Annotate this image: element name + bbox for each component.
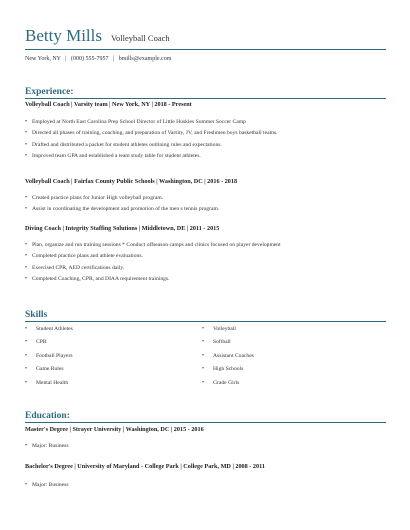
skills-divider	[25, 321, 386, 322]
skills-right-column	[202, 323, 254, 390]
resume-header	[25, 26, 170, 46]
experience-divider	[25, 98, 386, 99]
list-item: • Directed all phases of training, coaching, and preparation of Varsity, JV, and Freshmen boys basketball teams.	[25, 128, 278, 139]
contact-separator: |	[65, 56, 67, 62]
contact-phone: (000) 555-7957	[70, 56, 109, 62]
skill-item: • CPR	[25, 336, 73, 349]
list-item: • Plan, organize and run training sessions * Conduct offseason camps and clinics focused on player development	[25, 240, 281, 251]
skill-item: • High Schools	[202, 363, 254, 376]
list-item: • Completed practice plans and athlete evaluations.	[25, 251, 281, 262]
list-item: • Major: Business	[25, 480, 69, 491]
skill-item: • Volleyball	[202, 323, 254, 336]
skill-item: • Game Rules	[25, 363, 73, 376]
job-title-2: Volleyball Coach | Fairfax County Public Schools | Washington, DC | 2016 - 2018	[25, 178, 238, 185]
skill-item: • Football Players	[25, 350, 73, 363]
contact-separator: |	[112, 56, 115, 62]
list-item: • Exercised CPR, AED certifications daily.	[25, 263, 281, 274]
contact-location: New York, NY	[25, 56, 61, 62]
skills-heading: Skills	[25, 310, 48, 320]
skills-left-column	[25, 323, 73, 390]
candidate-headline: Volleyball Coach	[110, 33, 170, 43]
skill-item: • Student Athletes	[25, 323, 73, 336]
list-item: • Assist in coordinating the development and promotion of the men s tennis program.	[25, 204, 219, 215]
experience-heading: Experience:	[25, 87, 74, 97]
degree-title-1: Master's Degree | Strayer University | Washington, DC | 2015 - 2016	[25, 426, 204, 433]
degree-2-bullets	[25, 480, 69, 491]
skill-item: • Assistant Coaches	[202, 350, 254, 363]
list-item: • Created practice plans for Junior High volleyball program.	[25, 193, 219, 204]
candidate-name: Betty Mills	[25, 26, 102, 45]
job-1-bullets	[25, 117, 278, 163]
list-item: • Employed at North East Carolina Prep School Director of Little Huskies Summer Soccer Camp	[25, 117, 278, 128]
education-divider	[25, 422, 386, 423]
job-title-3: Diving Coach | Integrity Staffing Solutions | Middletown, DE | 2011 - 2015	[25, 225, 220, 232]
contact-email: bmills@example.com	[118, 56, 172, 62]
skill-item: • Softball	[202, 336, 254, 349]
contact-info	[25, 56, 171, 62]
list-item: • Major: Business	[25, 441, 69, 452]
degree-title-2: Bachelor's Degree | University of Maryland - College Park | College Park, MD | 2008 - 2011	[25, 463, 265, 470]
skill-item: • Mental Health	[25, 377, 73, 390]
education-heading: Education:	[25, 411, 70, 421]
job-3-bullets	[25, 240, 281, 286]
degree-1-bullets	[25, 441, 69, 452]
list-item: • Drafted and distributed a packet for student athletes outlining rules and expectations.	[25, 140, 278, 151]
job-2-bullets	[25, 193, 219, 216]
list-item: • Improved team GPA and established a team study table for student athletes.	[25, 151, 278, 162]
skill-item: • Grade Girls	[202, 377, 254, 390]
list-item: • Completed Coaching, CPR, and DIAA requirement trainings.	[25, 274, 281, 285]
job-title-1: Volleyball Coach | Varsity team | New York, NY | 2018 - Present	[25, 101, 192, 108]
header-divider	[25, 49, 386, 50]
